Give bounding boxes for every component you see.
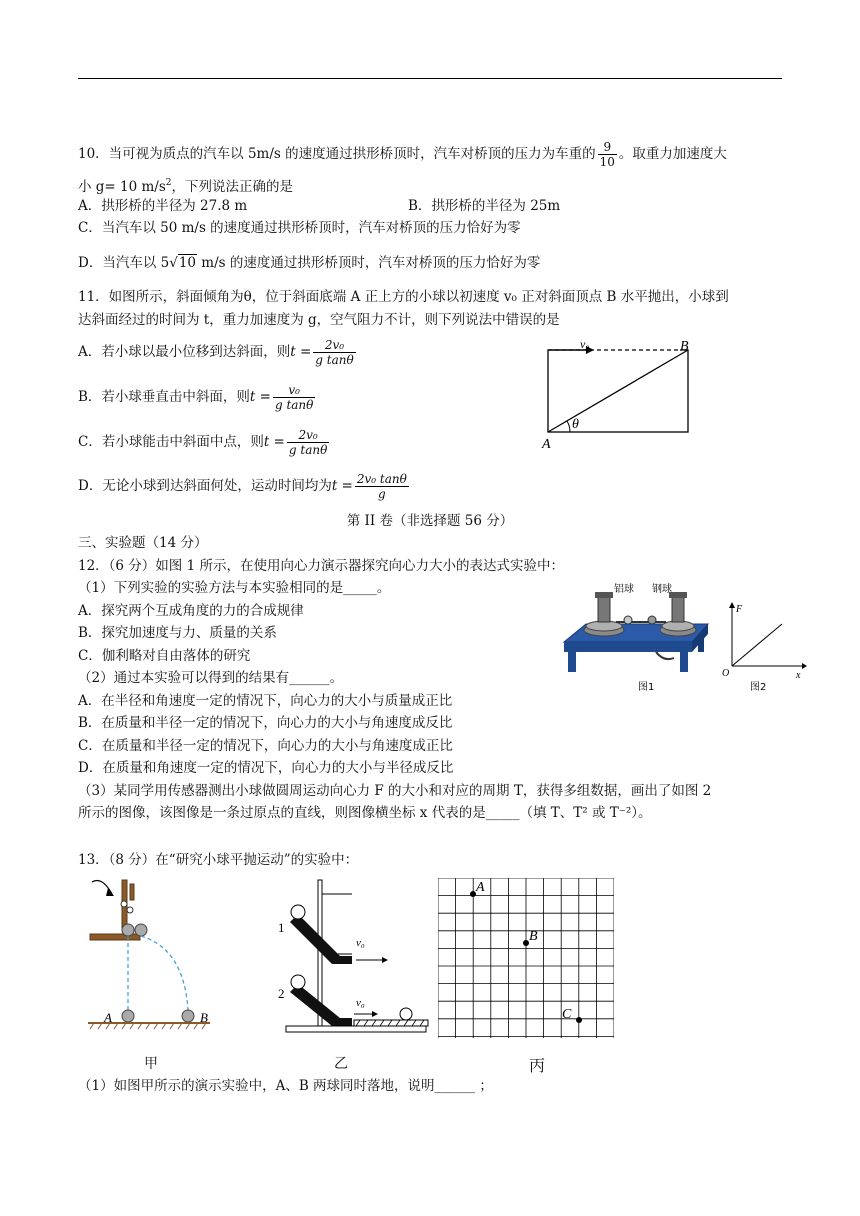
yi-v0-label-2: v₀ [356, 997, 365, 1009]
q10-stem-line1: 10．当可视为质点的汽车以 5m/s 的速度通过拱形桥顶时，汽车对桥顶的压力为车重的 $\frac{9}{10}$ 。取重力加速度大 [78, 140, 727, 169]
steel-ball-label: 钢球 [652, 584, 672, 595]
q11-stem-line1: 11．如图所示，斜面倾角为θ，位于斜面底端 A 正上方的小球以初速度 v₀ 正对斜面顶点 B 水平抛出，小球到 [78, 289, 729, 305]
q12-sub1: （1）下列实验的实验方法与本实验相同的是_____。 [78, 580, 391, 596]
bing-grid-figure [438, 878, 614, 1040]
q11-option-c: C．若小球能击中斜面中点，则t = $\frac{\text{2v₀}}{\text{g tanθ}}$ [78, 428, 328, 457]
q11-option-b: B．若小球垂直击中斜面，则t = $\frac{\text{v₀}}{\text{g tanθ}}$ [78, 383, 314, 412]
fig2-caption: 图2 [750, 682, 767, 693]
aluminum-ball-label: 铝球 [614, 584, 634, 595]
q12-sub2: （2）通过本实验可以得到的结果有______。 [78, 670, 344, 686]
q10-stem-line2: 小 g= 10 $m/s^2$，下列说法正确的是 [78, 178, 294, 195]
f-x-graph-figure [718, 600, 808, 695]
bing-caption: 丙 [529, 1056, 546, 1075]
jia-a-label: A [104, 1010, 112, 1025]
theta-label: θ [572, 417, 579, 432]
q12-stem: 12．（6 分）如图 1 所示，在使用向心力演示器探究向心力大小的表达式实验中： [78, 558, 564, 574]
q13-sub1: （1）如图甲所示的演示实验中，A、B 两球同时落地，说明______ ； [78, 1078, 493, 1094]
jia-caption: 甲 [144, 1056, 158, 1072]
yi-track-1-label: 1 [278, 920, 285, 935]
bing-c-label: C [562, 1007, 572, 1022]
point-b-label: B [680, 339, 689, 354]
yi-v0-label-1: v₀ [356, 937, 365, 949]
x-axis-label: x [796, 670, 801, 681]
jia-figure [84, 874, 224, 1034]
q11-option-a: A．若小球以最小位移到达斜面，则t = $\frac{\text{2v₀}}{\text{g tanθ}}$ [78, 338, 354, 367]
bing-b-label: B [529, 929, 538, 944]
q10-option-c: C．当汽车以 50 m/s 的速度通过拱形桥顶时，汽车对桥顶的压力恰好为零 [78, 220, 521, 236]
fraction-9-10: $\frac{9}{10}$ [599, 140, 615, 169]
section3-heading: 三、实验题（14 分） [78, 535, 208, 551]
q12-sub2-b: B．在质量和半径一定的情况下，向心力的大小与角速度成反比 [78, 715, 453, 731]
incline-figure [540, 338, 700, 453]
q12-sub2-a: A．在半径和角速度一定的情况下，向心力的大小与质量成正比 [78, 693, 453, 709]
v0-label: v₀ [580, 338, 590, 351]
f-axis-label: F [736, 604, 743, 615]
q12-sub1-c: C．伽利略对自由落体的研究 [78, 648, 251, 664]
q12-sub1-a: A．探究两个互成角度的力的合成规律 [78, 603, 304, 619]
q13-stem: 13．（8 分）在“研究小球平抛运动”的实验中： [78, 852, 359, 868]
origin-label: O [722, 668, 730, 679]
q12-sub3-line2: 所示的图像，该图像是一条过原点的直线，则图像横坐标 x 代表的是_____（填 T、T² 或 T⁻²）。 [78, 805, 652, 821]
yi-figure [272, 874, 432, 1039]
point-a-label: A [542, 437, 551, 452]
q10-option-b: B．拱形桥的半径为 25m [408, 198, 561, 214]
centripetal-apparatus-figure [556, 580, 716, 695]
jia-b-label: B [200, 1010, 208, 1025]
q12-sub3-line1: （3）某同学用传感器测出小球做圆周运动向心力 F 的大小和对应的周期 T，获得多组数据，画出了如图 2 [78, 783, 712, 799]
q11-option-d: D．无论小球到达斜面何处，运动时间均为t = $\frac{\text{2v₀ tanθ}}{g}$ [78, 472, 407, 501]
q10-option-a: A．拱形桥的半径为 27.8 m [78, 198, 248, 214]
q12-sub1-b: B．探究加速度与力、质量的关系 [78, 625, 277, 641]
yi-caption: 乙 [334, 1056, 348, 1072]
q10-option-d: D．当汽车以 5√10 m/s 的速度通过拱形桥顶时，汽车对桥顶的压力恰好为零 [78, 255, 541, 271]
yi-track-2-label: 2 [278, 986, 285, 1001]
q12-sub2-d: D．在质量和角速度一定的情况下，向心力的大小与半径成反比 [78, 760, 454, 776]
q12-sub2-c: C．在质量和半径一定的情况下，向心力的大小与角速度成正比 [78, 738, 453, 754]
part2-title: 第 II 卷（非选择题 56 分） [346, 513, 514, 529]
fig1-caption: 图1 [638, 682, 655, 693]
q11-stem-line2: 达斜面经过的时间为 t，重力加速度为 g，空气阻力不计，则下列说法中错误的是 [78, 312, 560, 328]
bing-a-label: A [476, 880, 485, 895]
header-rule [78, 78, 782, 79]
